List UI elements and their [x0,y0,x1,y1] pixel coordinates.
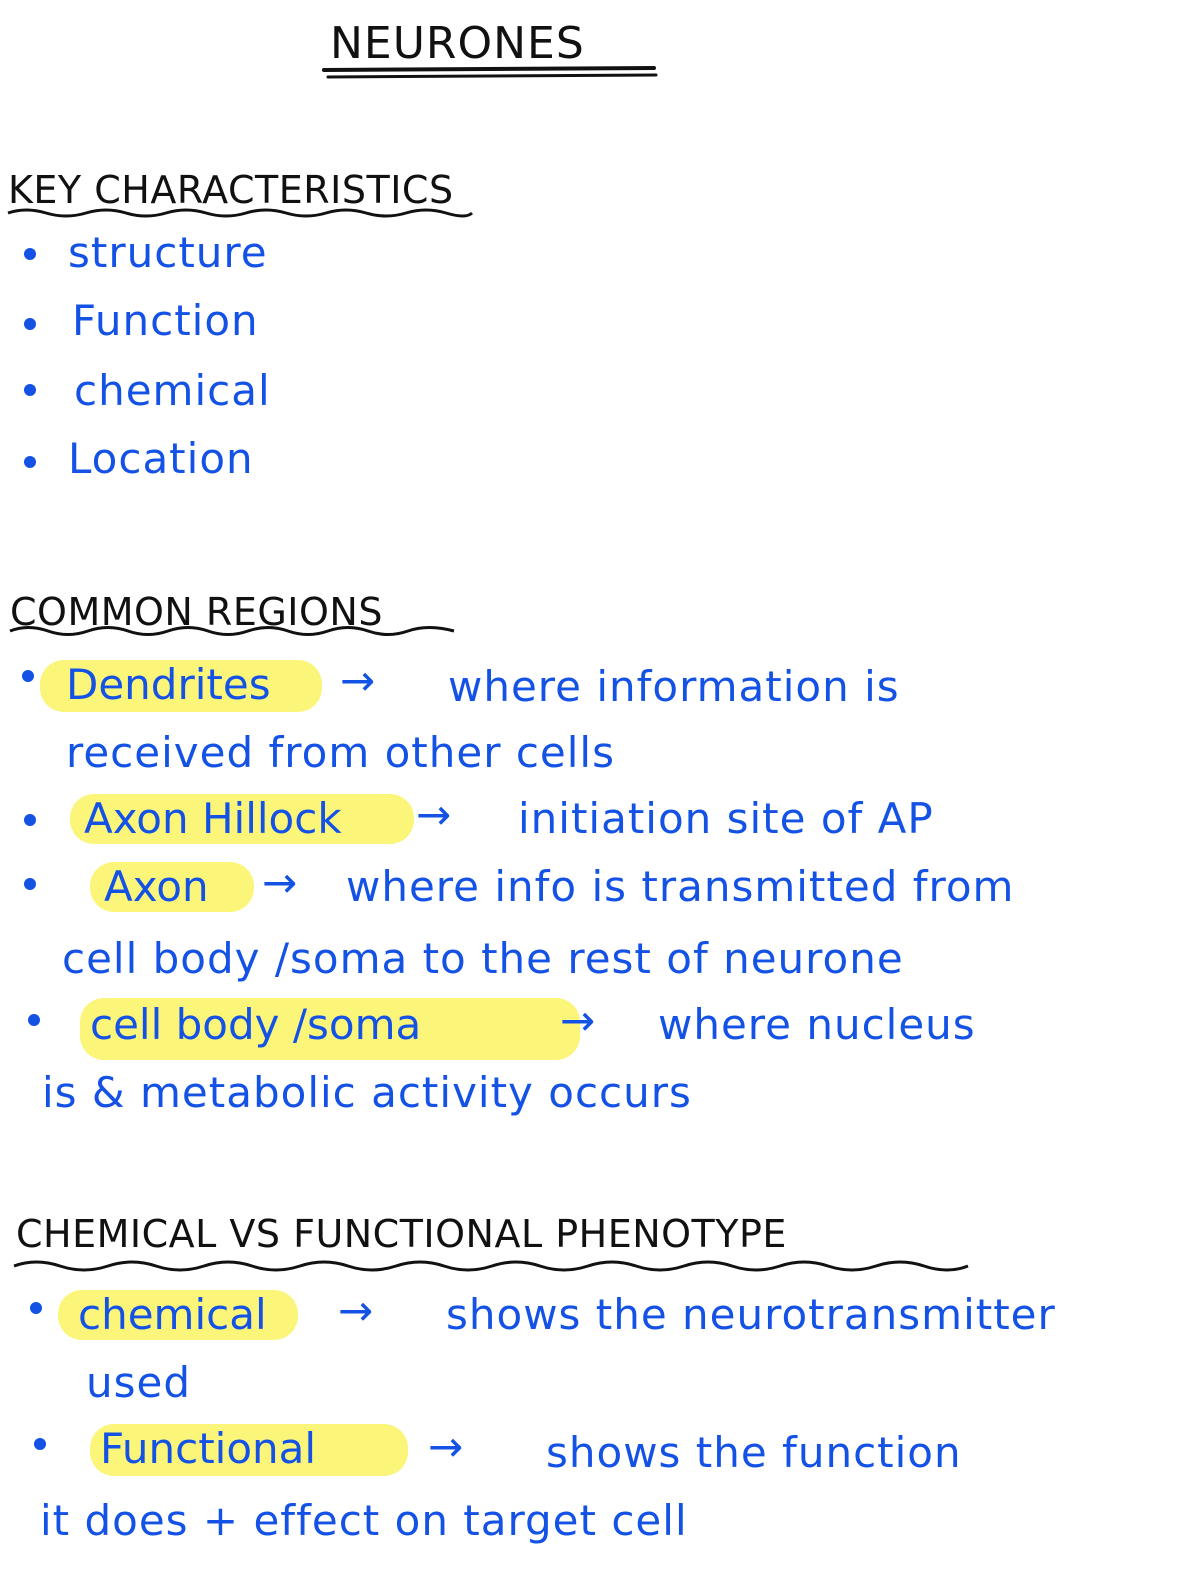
def-functional-cont: it does + effect on target cell [40,1496,688,1545]
section-heading-phenotype: CHEMICAL VS FUNCTIONAL PHENOTYPE [16,1212,787,1256]
arrow-icon: → [262,858,299,907]
def-axon: where info is transmitted from [346,862,1015,911]
arrow-icon: → [428,1422,465,1471]
def-chemical: shows the neurotransmitter [446,1290,1056,1339]
bullet-icon [34,1438,46,1450]
bullet-icon [24,248,36,260]
key-heading-underline [6,205,476,221]
term-cell-body: cell body /soma [90,1000,422,1049]
term-dendrites: Dendrites [66,660,271,709]
key-item-location: Location [68,434,254,483]
section-heading-common-regions: COMMON REGIONS [10,590,383,634]
def-dendrites-cont: received from other cells [66,728,615,777]
term-chemical: chemical [78,1290,267,1339]
bullet-icon [22,670,34,682]
bullet-icon [24,384,36,396]
def-axon-cont: cell body /soma to the rest of neurone [62,934,904,983]
bullet-icon [24,318,36,330]
bullet-icon [24,814,36,826]
section-heading-key-characteristics: KEY CHARACTERISTICS [8,168,454,212]
bullet-icon [24,878,36,890]
def-chemical-cont: used [86,1358,192,1407]
key-item-chemical: chemical [74,366,271,415]
term-functional: Functional [100,1424,317,1473]
bullet-icon [30,1302,42,1314]
def-dendrites: where information is [448,662,900,711]
def-axon-hillock: initiation site of AP [518,794,934,843]
arrow-icon: → [560,996,597,1045]
page-title: NEURONES [330,18,585,69]
bullet-icon [24,456,36,468]
arrow-icon: → [340,656,377,705]
term-axon-hillock: Axon Hillock [84,794,342,843]
key-item-function: Function [72,296,259,345]
title-underline [320,62,660,84]
def-functional: shows the function [546,1428,962,1477]
arrow-icon: → [416,790,453,839]
def-cell-body-cont: is & metabolic activity occurs [42,1068,692,1117]
phenotype-heading-underline [12,1256,972,1276]
def-cell-body: where nucleus [658,1000,976,1049]
bullet-icon [28,1014,40,1026]
arrow-icon: → [338,1286,375,1335]
regions-heading-underline [8,622,458,640]
key-item-structure: structure [68,228,268,277]
term-axon: Axon [104,862,209,911]
